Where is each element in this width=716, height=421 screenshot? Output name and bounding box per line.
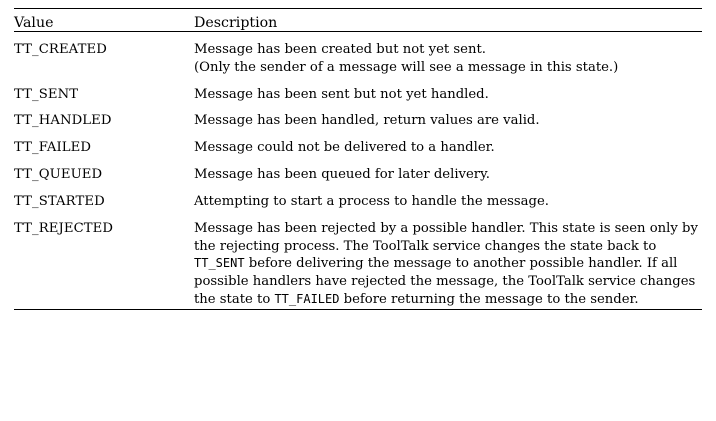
description-line: Message has been handled, return values are valid. — [194, 113, 540, 129]
row-value: TT_SENT — [14, 86, 79, 102]
table-row — [14, 211, 702, 310]
row-description — [194, 184, 702, 211]
description-line: Message has been created but not yet sent. — [194, 42, 486, 57]
table-row — [14, 130, 702, 157]
table-row — [14, 32, 702, 77]
inline-code: TT_FAILED — [274, 291, 340, 306]
row-value: TT_FAILED — [14, 140, 92, 156]
column-header-description: Description — [194, 15, 278, 31]
row-value: TT_STARTED — [14, 193, 105, 209]
row-value: TT_CREATED — [14, 42, 107, 57]
inline-code: TT_SENT — [194, 256, 245, 271]
row-description — [194, 103, 702, 130]
row-value: TT_QUEUED — [14, 167, 103, 183]
description-line-rich: Message has been rejected by a possible handler. This state is seen only by the rejecting process. The ToolTalk service changes the state back to TT_SENT before delivering the message to another possible handler. If all possible handlers have rejected the message, the ToolTalk service changes the state to TT_FAILED before returning the message to the sender. — [194, 220, 698, 307]
row-description — [194, 157, 702, 184]
row-description — [194, 211, 702, 310]
description-line: Message has been sent but not yet handled. — [194, 86, 489, 102]
description-line: Attempting to start a process to handle the message. — [194, 193, 549, 209]
table-bottom-spacer — [14, 310, 702, 322]
column-header-value: Value — [14, 15, 54, 31]
description-line: Message could not be delivered to a handler. — [194, 140, 495, 156]
row-description — [194, 77, 702, 104]
row-description — [194, 130, 702, 157]
table-header-row — [14, 15, 702, 31]
row-description — [194, 32, 702, 77]
row-value: TT_HANDLED — [14, 113, 112, 129]
table-row — [14, 77, 702, 104]
row-value: TT_REJECTED — [14, 220, 114, 236]
description-line: (Only the sender of a message will see a message in this state.) — [194, 59, 619, 75]
table-row — [14, 184, 702, 211]
message-states-table — [14, 8, 702, 322]
description-line: Message has been queued for later delivery. — [194, 167, 490, 183]
table-row — [14, 157, 702, 184]
table-row — [14, 103, 702, 130]
